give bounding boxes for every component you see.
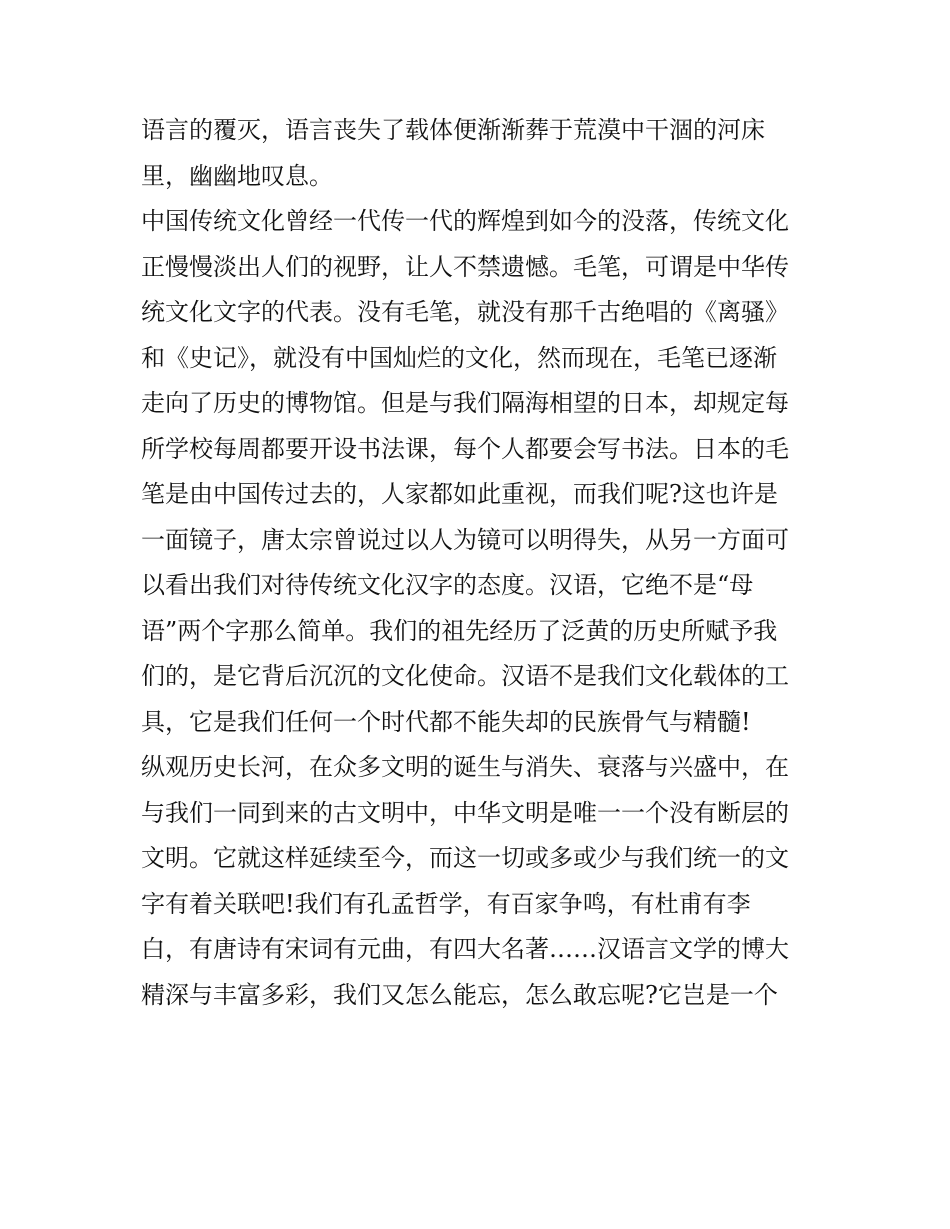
text-line: 和《史记》，就没有中国灿烂的文化，然而现在，毛笔已逐渐	[141, 343, 777, 372]
text-line: 们的，是它背后沉沉的文化使命。汉语不是我们文化载体的工	[141, 662, 789, 690]
text-line: 精深与丰富多彩，我们又怎么能忘，怎么敢忘呢?它岂是一个	[141, 980, 778, 1009]
text-line: 语”两个字那么简单。我们的祖先经历了泛黄的历史所赋予我	[141, 616, 778, 645]
text-line: 正慢慢淡出人们的视野，让人不禁遗憾。毛笔，可谓是中华传	[141, 252, 789, 281]
text-line: 文明。它就这样延续至今，而这一切或多或少与我们统一的文	[141, 844, 789, 872]
text-line: 一面镜子，唐太宗曾说过以人为镜可以明得失，从另一方面可	[141, 525, 789, 554]
text-line: 笔是由中国传过去的，人家都如此重视，而我们呢?这也许是	[141, 480, 778, 508]
text-line: 走向了历史的博物馆。但是与我们隔海相望的日本，却规定每	[141, 389, 789, 417]
text-line: 白，有唐诗有宋词有元曲，有四大名著……汉语言文学的博大	[141, 935, 789, 963]
text-line: 统文化文字的代表。没有毛笔，就没有那千古绝唱的《离骚》	[141, 298, 789, 326]
text-line: 与我们一同到来的古文明中，中华文明是唯一一个没有断层的	[141, 798, 789, 827]
text-line: 字有着关联吧!我们有孔孟哲学，有百家争鸣，有杜甫有李	[141, 889, 751, 918]
text-line: 纵观历史长河，在众多文明的诞生与消失、衰落与兴盛中，在	[141, 753, 789, 781]
text-line: 里，幽幽地叹息。	[141, 161, 333, 190]
text-line: 以看出我们对待传统文化汉字的态度。汉语，它绝不是“母	[141, 571, 754, 599]
text-line: 中国传统文化曾经一代传一代的辉煌到如今的没落，传统文化	[141, 207, 789, 235]
body-text	[141, 108, 821, 1018]
text-line: 所学校每周都要开设书法课，每个人都要会写书法。日本的毛	[141, 434, 789, 463]
text-line: 具，它是我们任何一个时代都不能失却的民族骨气与精髓!	[141, 707, 751, 736]
text-line: 语言的覆灭，语言丧失了载体便渐渐葬于荒漠中干涸的河床	[141, 116, 765, 144]
